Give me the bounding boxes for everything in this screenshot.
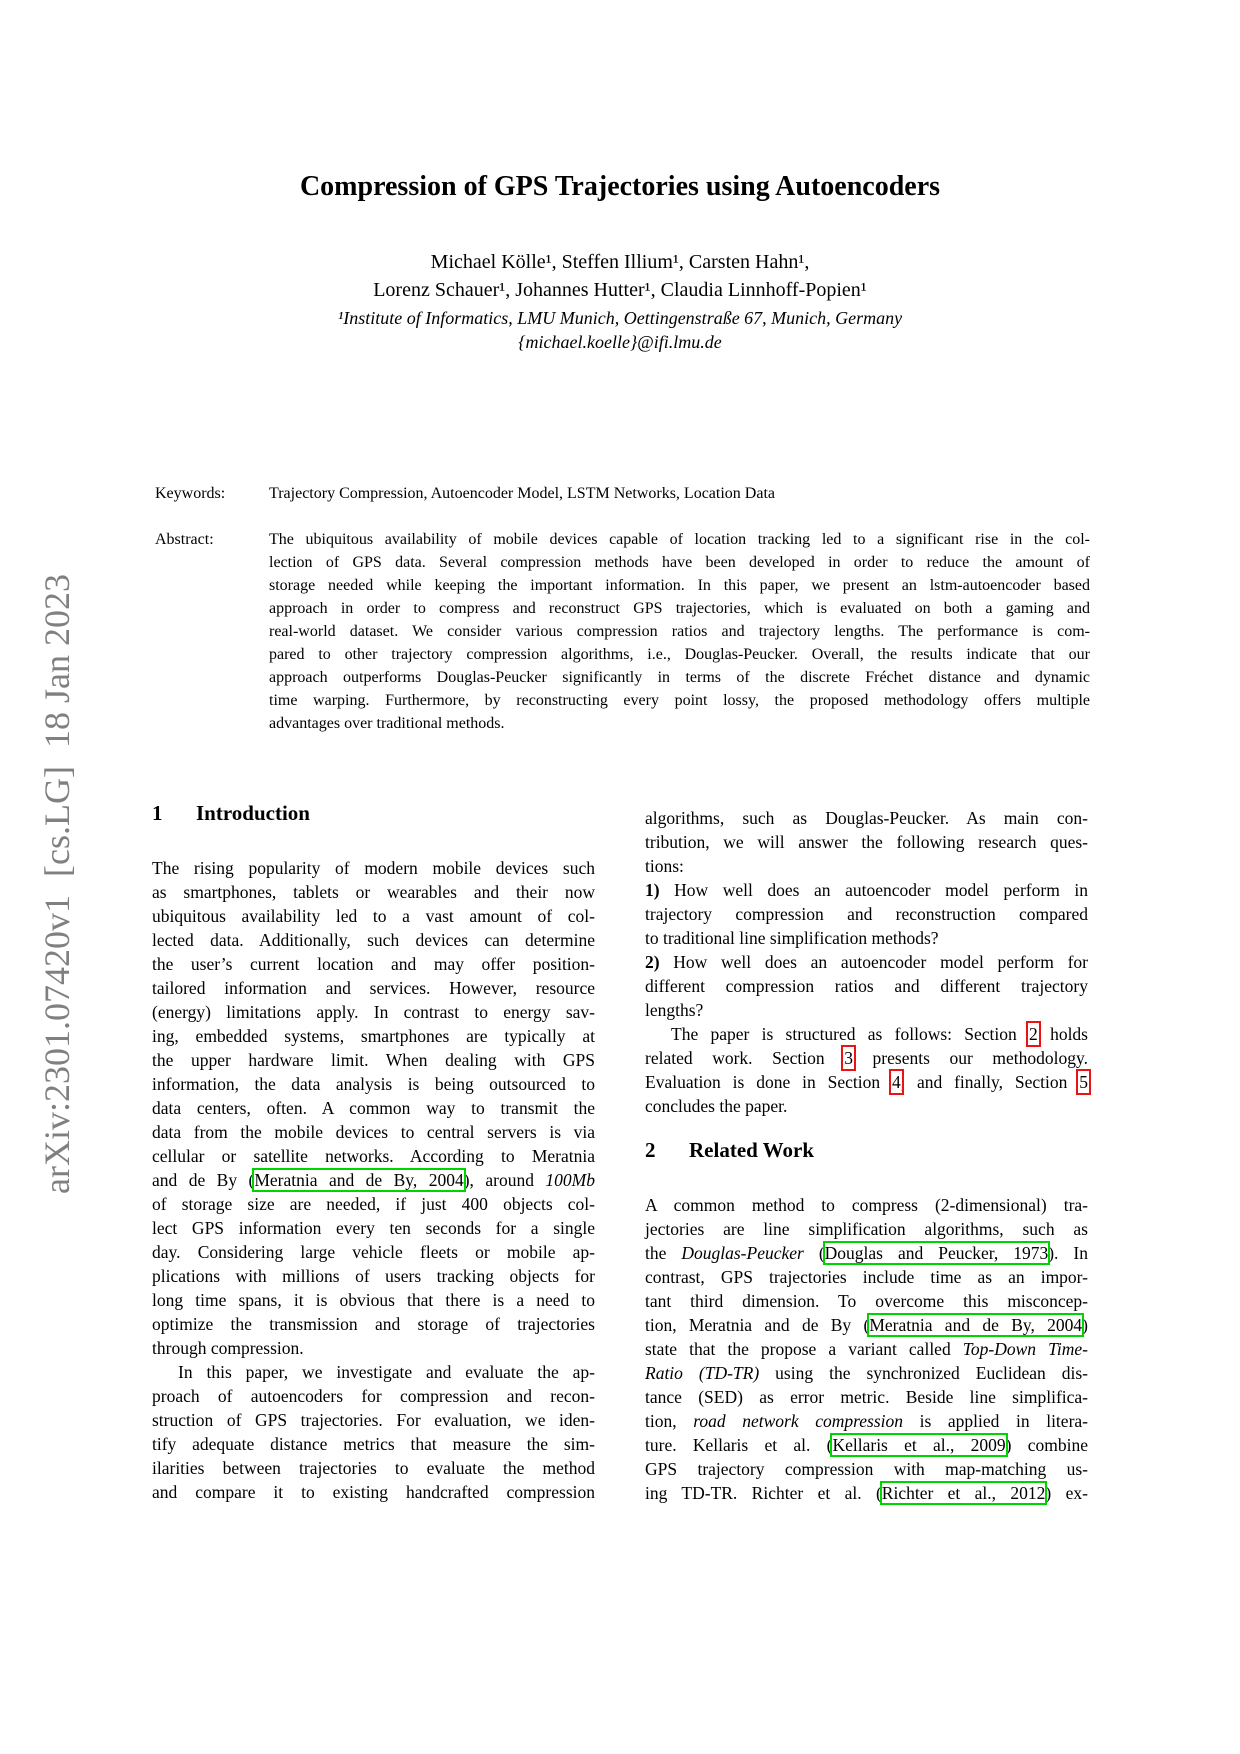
text-line [152,1360,595,1384]
email-address: {michael.koelle}@ifi.lmu.de [518,332,722,352]
section-heading-related-work [645,1137,1088,1163]
text-run: tailored information and services. However, resource [152,978,595,998]
text-run: through compression. [152,1338,304,1358]
keywords-label: Keywords: [155,485,226,502]
text-line [269,689,1090,712]
text-run: as smartphones, tablets or wearables and their now [152,882,595,902]
text-run: struction of GPS trajectories. For evaluation, we iden- [152,1410,595,1430]
text-run: In this paper, we investigate and evaluate the ap- [178,1362,595,1382]
text-line [269,528,1090,551]
affiliation: ¹Institute of Informatics, LMU Munich, Oettingenstraße 67, Munich, Germany [337,308,903,328]
text-run: day. Considering large vehicle fleets or mobile ap- [152,1242,595,1262]
text-line [645,998,1088,1022]
text-line [152,1120,595,1144]
text-line [645,1241,1088,1265]
text-line [269,574,1090,597]
author-line-1: Michael Kölle¹, Steffen Illium¹, Carsten Hahn¹, [430,251,810,273]
text-line [152,880,595,904]
text-line [645,806,1088,830]
text-line [152,1072,595,1096]
text-run: ) combine [1005,1435,1088,1455]
text-run: ) [1082,1315,1088,1335]
text-run: concludes the paper. [645,1096,788,1116]
citation-link[interactable]: Meratnia and de By, 2004 [869,1315,1083,1335]
text-line [152,904,595,928]
text-run: ), around [463,1170,546,1190]
text-run: pared to other trajectory compression algorithms, i.e., Douglas-Peucker. Overall, the results indicate that our [269,646,1090,663]
abstract-row [155,528,1090,735]
text-line [152,1288,595,1312]
text-run: Douglas-Peucker [681,1243,804,1263]
text-run: long time spans, it is obvious that there is a need to [152,1290,595,1310]
section-heading-introduction [152,800,595,826]
text-run: tions: [645,856,684,876]
left-column [152,800,595,1505]
text-run: lect GPS information every ten seconds for a single [152,1218,595,1238]
text-run: 1) [645,880,660,900]
text-line [152,1240,595,1264]
text-line [645,902,1088,926]
text-run: How well does an autoencoder model perform for [659,952,1088,972]
text-line [152,1336,595,1360]
text-run: The ubiquitous availability of mobile devices capable of location tracking led to a significant rise in the col- [269,531,1090,548]
text-line [152,952,595,976]
text-line [152,1096,595,1120]
text-run: Evaluation is done in Section [645,1072,892,1092]
text-run: advantages over traditional methods. [269,715,505,732]
text-line [152,1216,595,1240]
text-line [645,1313,1088,1337]
text-line [152,856,595,880]
text-run: the [645,1243,682,1263]
text-run: algorithms, such as Douglas-Peucker. As main con- [645,808,1088,828]
text-line [645,1289,1088,1313]
text-run: and compare it to existing handcrafted compression [152,1482,595,1502]
text-run: 2) [645,952,660,972]
text-line [645,926,1088,950]
text-line [645,1361,1088,1385]
abstract-text [269,528,1090,735]
text-line [152,1264,595,1288]
text-run: lected data. Additionally, such devices can determine [152,930,595,950]
text-line [152,1000,595,1024]
text-run: The rising popularity of modern mobile devices such [152,858,595,878]
text-run: ) ex- [1045,1483,1088,1503]
text-run: plications with millions of users tracking objects for [152,1266,595,1286]
keywords-text: Trajectory Compression, Autoencoder Model, LSTM Networks, Location Data [269,485,775,502]
text-run: presents our methodology. [852,1048,1089,1068]
text-run: road network compression [693,1411,904,1431]
text-line [152,1048,595,1072]
text-line [645,1409,1088,1433]
text-line [645,854,1088,878]
text-line [269,643,1090,666]
text-run: tify adequate distance metrics that measure the sim- [152,1434,595,1454]
text-run: data centers, often. A common way to transmit the [152,1098,595,1118]
author-line-2: Lorenz Schauer¹, Johannes Hutter¹, Claudia Linnhoff-Popien¹ [373,279,867,301]
text-line [269,551,1090,574]
section-reference-link[interactable]: 2 [1029,1024,1038,1044]
section-title: Introduction [196,801,310,825]
author-list [0,248,1240,304]
text-run: tion, Meratnia and de By ( [645,1315,870,1335]
text-line [152,1456,595,1480]
text-run: approach in order to compress and reconstruct GPS trajectories, which is evaluated on both a gaming and [269,600,1090,617]
text-run: (energy) limitations apply. In contrast to energy sav- [152,1002,595,1022]
section-reference-link[interactable]: 3 [844,1048,853,1068]
related-work-text [645,1193,1088,1505]
text-run: Ratio (TD-TR) [645,1363,760,1383]
introduction-text [152,856,595,1504]
text-line [645,1070,1088,1094]
text-line [152,976,595,1000]
text-line [152,1024,595,1048]
text-run: ). In [1048,1243,1088,1263]
text-line [152,1480,595,1504]
text-line [645,1265,1088,1289]
text-line [152,1144,595,1168]
text-line [152,928,595,952]
section-number: 1 [152,801,163,825]
citation-link[interactable]: Douglas and Peucker, 1973 [824,1243,1049,1263]
text-run: and de By ( [152,1170,255,1190]
text-run: real-world dataset. We consider various compression ratios and trajectory lengths. The performance is com- [269,623,1090,640]
text-run: How well does an autoencoder model perform in [659,880,1088,900]
text-line [645,1046,1088,1070]
text-run: of storage size are needed, if just 400 objects col- [152,1194,595,1214]
text-run: time warping. Furthermore, by reconstructing every point lossy, the proposed methodology offers multiple [269,692,1090,709]
text-run: The paper is structured as follows: Section [671,1024,1030,1044]
right-column [645,800,1088,1505]
text-run: optimize the transmission and storage of trajectories [152,1314,595,1334]
text-run: related work. Section [645,1048,845,1068]
text-line [645,1193,1088,1217]
text-run: ture. Kellaris et al. ( [645,1435,833,1455]
text-line [645,1385,1088,1409]
text-line [645,878,1088,902]
text-line [269,712,1090,735]
text-line [645,830,1088,854]
text-run: tant third dimension. To overcome this misconcep- [645,1291,1088,1311]
text-run: ubiquitous availability led to a vast amount of col- [152,906,595,926]
text-line [645,1094,1088,1118]
text-line [152,1168,595,1192]
text-run: A common method to compress (2-dimensional) tra- [645,1195,1088,1215]
citation-link[interactable]: Richter et al., 2012 [881,1483,1046,1503]
text-line [152,1384,595,1408]
citation-link[interactable]: Kellaris et al., 2009 [832,1435,1006,1455]
text-run: state that the propose a variant called [645,1339,963,1359]
text-line [269,620,1090,643]
text-run: 100Mb [545,1170,595,1190]
text-line [152,1408,595,1432]
section-number: 2 [645,1138,656,1162]
text-run: GPS trajectory compression with map-matching us- [645,1459,1088,1479]
text-run: tance (SED) as error metric. Beside line simplifica- [645,1387,1088,1407]
paper-title: Compression of GPS Trajectories using Autoencoders [299,171,941,202]
two-column-body [152,800,1088,1505]
text-run: , and finally, Section [900,1072,1080,1092]
section-title: Related Work [689,1138,815,1162]
text-run: data from the mobile devices to central servers is via [152,1122,595,1142]
text-run: is applied in litera- [903,1411,1088,1431]
text-run: ( [803,1243,825,1263]
text-line [645,1337,1088,1361]
text-run: using the synchronized Euclidean dis- [759,1363,1088,1383]
introduction-text-continued [645,806,1088,1118]
text-run: the upper hardware limit. When dealing with GPS [152,1050,595,1070]
text-run: contrast, GPS trajectories include time as an impor- [645,1267,1088,1287]
text-run: trajectory compression and reconstruction compared [645,904,1088,924]
text-line [645,1433,1088,1457]
text-run: information, the data analysis is being outsourced to [152,1074,595,1094]
text-line [152,1312,595,1336]
text-line [645,950,1088,974]
text-run: ing TD-TR. Richter et al. ( [645,1483,882,1503]
text-run: ing, embedded systems, smartphones are typically at [152,1026,595,1046]
text-run: lection of GPS data. Several compression methods have been developed in order to reduce the amount of [269,554,1090,571]
text-line [645,1481,1088,1505]
text-run: the user’s current location and may offer position- [152,954,595,974]
citation-link[interactable]: Meratnia and de By, 2004 [254,1170,464,1190]
section-reference-link[interactable]: 5 [1079,1072,1088,1092]
keywords-row [155,482,1090,505]
text-run: proach of autoencoders for compression and recon- [152,1386,595,1406]
text-run: lengths? [645,1000,704,1020]
text-run: approach outperforms Douglas-Peucker significantly in terms of the discrete Fréchet distance and dynamic [269,669,1090,686]
text-line [645,1217,1088,1241]
section-reference-link[interactable]: 4 [891,1072,901,1092]
text-line [152,1432,595,1456]
text-run: jectories are line simplification algorithms, such as [645,1219,1088,1239]
text-run: ilarities between trajectories to evaluate the method [152,1458,595,1478]
front-matter [155,482,1090,735]
text-run: cellular or satellite networks. According to Meratnia [152,1146,595,1166]
text-line [152,1192,595,1216]
text-run: different compression ratios and different trajectory [645,976,1088,996]
text-line [645,1022,1088,1046]
text-line [269,597,1090,620]
text-line [645,1457,1088,1481]
text-run: tion, [645,1411,694,1431]
text-line [645,974,1088,998]
text-run: holds [1037,1024,1088,1044]
text-run: Top-Down Time- [962,1339,1088,1359]
arxiv-watermark: arXiv:2301.07420v1 [cs.LG] 18 Jan 2023 [37,574,77,1194]
text-run: to traditional line simplification methods? [645,928,939,948]
text-run: tribution, we will answer the following research ques- [645,832,1088,852]
abstract-label: Abstract: [155,531,214,548]
text-line [269,666,1090,689]
text-run: storage needed while keeping the important information. In this paper, we present an lstm-autoencoder based [269,577,1090,594]
